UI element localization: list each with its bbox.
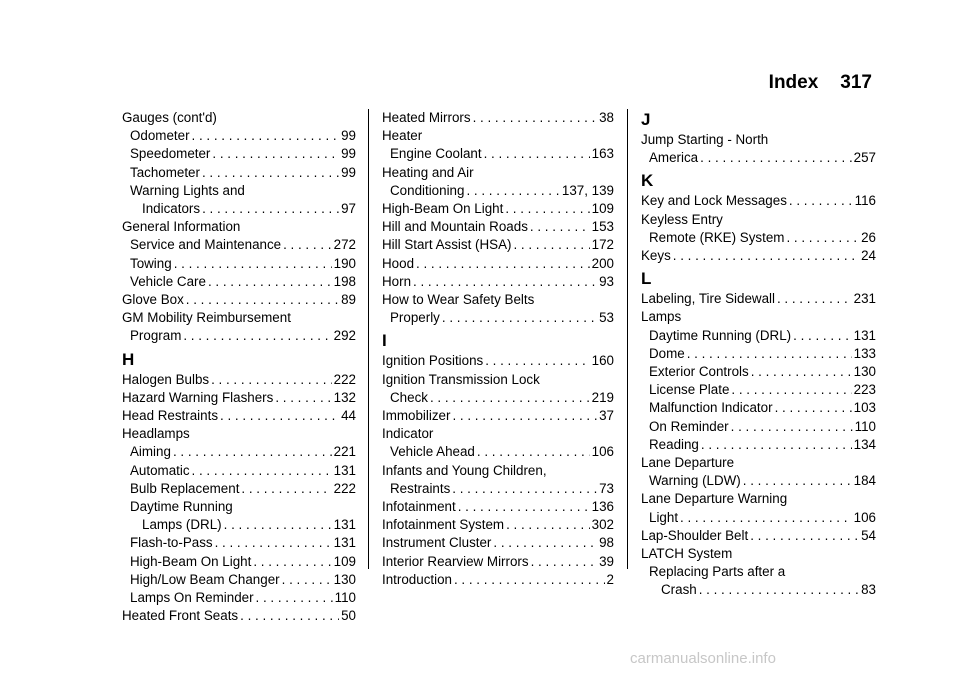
index-entry-label: Bulb Replacement [130,480,240,496]
index-entry-page: 302 [591,517,614,533]
index-entry-label: High-Beam On Light [130,553,252,569]
index-entry-page: 54 [861,527,876,543]
index-entry [382,145,614,163]
dot-leader [700,149,852,167]
dot-leader [275,389,331,407]
index-entry-label: Vehicle Care [130,273,206,289]
index-entry-label: Halogen Bulbs [122,371,210,387]
index-entry-page: 131 [333,535,356,551]
dot-leader [531,553,598,571]
index-heading: Heater [382,128,423,144]
index-entry-label: Properly [390,310,440,326]
dot-leader [186,291,339,309]
index-entry [122,291,356,309]
index-entry-page: 38 [599,110,614,125]
index-entry-page: 231 [853,291,876,307]
index-entry [641,418,876,436]
index-entry [641,345,876,363]
index-entry [382,571,614,589]
index-entry [122,462,356,480]
index-entry-page: 292 [333,328,356,344]
index-entry [122,571,356,589]
watermark: carmanualsonline.info [630,650,776,667]
index-entry [382,109,614,127]
index-entry-label: Warning (LDW) [649,473,741,489]
index-entry-label: Lamps On Reminder [130,590,254,606]
index-entry-label: Crash [661,582,697,598]
index-entry-page: 160 [591,353,614,369]
index-entry [382,200,614,218]
index-entry-label: Heated Mirrors [382,110,471,125]
dot-leader [731,381,851,399]
index-entry [382,407,614,425]
dot-leader [283,236,332,254]
index-heading: Indicator [382,426,434,442]
dot-leader [183,327,331,345]
dot-leader [241,480,331,498]
index-column-2 [382,109,614,589]
index-entry-label: Program [130,328,182,344]
index-entry [641,472,876,490]
index-entry-page: 39 [599,553,614,569]
index-entry [122,589,356,607]
dot-leader [416,255,590,273]
index-entry-label: Restraints [390,480,451,496]
index-heading: Lane Departure [641,455,735,471]
dot-leader [458,498,590,516]
index-entry-page: 37 [599,408,614,424]
index-entry [641,581,876,599]
dot-leader [477,443,590,461]
index-entry-page: 222 [333,371,356,387]
index-entry [382,309,614,327]
index-entry-page: 130 [853,364,876,380]
index-entry-page: 131 [333,462,356,478]
index-entry [382,480,614,498]
dot-leader [215,534,332,552]
index-entry-label: Flash-to-Pass [130,535,213,551]
column-divider [368,109,369,569]
index-heading: Daytime Running [130,499,233,515]
index-entry-label: Daytime Running (DRL) [649,327,792,343]
index-entry [122,273,356,291]
index-entry [641,192,876,210]
index-entry [641,149,876,167]
index-entry-page: 133 [853,345,876,361]
index-entry-label: Conditioning [390,182,465,198]
index-entry-page: 106 [591,444,614,460]
index-heading: Infants and Young Children, [382,462,547,478]
index-entry [122,553,356,571]
index-entry-label: High-Beam On Light [382,201,504,217]
index-entry [382,389,614,407]
index-heading: Gauges (cont'd) [122,110,217,125]
dot-leader [775,399,852,417]
dot-leader [793,327,852,345]
index-heading: Jump Starting - North [641,132,769,147]
index-entry-label: Immobilizer [382,408,451,424]
dot-leader [751,363,852,381]
dot-leader [506,516,590,534]
index-entry-label: Head Restraints [122,408,219,424]
index-entry [382,236,614,254]
index-heading: LATCH System [641,546,733,562]
index-entry-page: 221 [333,444,356,460]
index-entry-label: Exterior Controls [649,364,749,380]
dot-leader [505,200,589,218]
index-entry-label: Interior Rearview Mirrors [382,553,529,569]
index-entry-label: Hazard Warning Flashers [122,389,274,405]
page-header [769,72,872,94]
index-entry [382,534,614,552]
index-entry-page: 99 [341,146,356,162]
index-entry-page: 219 [591,389,614,405]
index-entry-page: 89 [341,292,356,308]
index-entry-page: 184 [853,473,876,489]
section-letter: J [641,110,651,129]
dot-leader [530,218,590,236]
index-entry [382,498,614,516]
index-entry-page: 97 [341,201,356,217]
index-entry [122,127,356,145]
dot-leader [192,127,340,145]
index-entry-page: 2 [606,571,614,587]
index-column-1 [122,109,356,625]
index-entry-label: America [649,150,699,166]
index-entry [641,436,876,454]
index-entry-page: 73 [599,480,614,496]
index-entry [641,290,876,308]
index-entry-page: 222 [333,480,356,496]
index-heading: Keyless Entry [641,211,723,227]
index-entry-page: 131 [853,327,876,343]
index-entry-label: Odometer [130,128,190,144]
index-entry-page: 172 [591,237,614,253]
index-entry [382,443,614,461]
index-entry [122,480,356,498]
index-entry-page: 116 [854,193,876,209]
index-entry [122,534,356,552]
index-entry-label: Infotainment System [382,517,505,533]
index-entry [641,327,876,345]
dot-leader [192,462,332,480]
index-entry-page: 83 [861,582,876,598]
index-entry-page: 272 [333,237,356,253]
index-entry [382,182,614,200]
dot-leader [789,192,853,210]
index-entry [122,164,356,182]
dot-leader [699,581,859,599]
dot-leader [282,571,332,589]
index-entry-page: 109 [333,553,356,569]
index-entry-label: Engine Coolant [390,146,482,162]
index-entry-page: 98 [599,535,614,551]
index-heading: Warning Lights and [130,182,245,198]
index-entry-page: 136 [591,499,614,515]
dot-leader [786,229,859,247]
dot-leader [680,509,852,527]
dot-leader [256,589,333,607]
section-letter: L [641,269,652,289]
index-entry [641,509,876,527]
dot-leader [701,436,852,454]
index-entry-label: Automatic [130,462,190,478]
dot-leader [211,371,332,389]
index-entry-label: Tachometer [130,164,200,180]
index-entry-page: 24 [861,248,876,264]
index-entry-page: 53 [599,310,614,326]
index-entry-label: Introduction [382,571,452,587]
index-entry-page: 109 [591,201,614,217]
dot-leader [442,309,597,327]
dot-leader [484,145,590,163]
dot-leader [687,345,852,363]
index-entry-label: Horn [382,273,412,289]
index-entry-label: Glove Box [122,292,184,308]
index-entry-page: 198 [333,273,356,289]
index-entry [641,363,876,381]
index-entry-label: Light [649,509,679,525]
index-entry [382,553,614,571]
index-entry-label: Lamps (DRL) [142,517,222,533]
index-entry-label: Keys [641,248,671,264]
dot-leader [202,164,339,182]
index-entry-label: Hood [382,255,415,271]
index-entry [122,407,356,425]
index-entry-label: Vehicle Ahead [390,444,475,460]
index-column-3 [641,109,876,600]
index-entry [122,371,356,389]
index-entry [122,443,356,461]
index-entry-label: High/Low Beam Changer [130,571,280,587]
dot-leader [174,255,332,273]
dot-leader [240,607,339,625]
dot-leader [452,480,597,498]
dot-leader [673,247,859,265]
dot-leader [485,352,589,370]
dot-leader [220,407,339,425]
index-heading: Ignition Transmission Lock [382,371,540,387]
dot-leader [208,273,332,291]
index-entry [122,389,356,407]
index-heading: Headlamps [122,426,190,442]
index-entry [382,352,614,370]
index-entry-page: 50 [341,608,356,624]
index-entry-label: Key and Lock Messages [641,193,787,209]
index-entry-label: Aiming [130,444,171,460]
index-entry-page: 106 [853,509,876,525]
section-letter: H [122,349,135,369]
dot-leader [750,527,859,545]
page-header-title: Index [768,72,819,93]
index-entry-page: 131 [333,517,356,533]
index-entry [382,218,614,236]
index-entry-label: Ignition Positions [382,353,484,369]
index-entry [122,236,356,254]
index-entry [382,255,614,273]
dot-leader [452,407,597,425]
index-entry [382,516,614,534]
index-heading: General Information [122,219,241,235]
index-entry-label: Instrument Cluster [382,535,492,551]
index-entry-label: Labeling, Tire Sidewall [641,291,775,307]
index-entry [641,247,876,265]
index-entry-label: Indicators [142,201,201,217]
index-entry [382,273,614,291]
index-entry-page: 103 [853,400,876,416]
index-entry [122,516,356,534]
index-entry-label: Remote (RKE) System [649,229,785,245]
index-entry-label: Towing [130,255,172,271]
dot-leader [493,534,597,552]
index-entry-label: Heated Front Seats [122,608,239,624]
page-number: 317 [840,72,872,93]
index-heading: GM Mobility Reimbursement [122,310,291,326]
index-entry-page: 44 [341,408,356,424]
index-entry-page: 132 [333,389,356,405]
index-heading: Replacing Parts after a [649,564,786,580]
index-entry [122,607,356,625]
index-heading: Lamps [641,309,682,325]
index-entry-label: Hill Start Assist (HSA) [382,237,512,253]
index-entry-label: Infotainment [382,499,456,515]
index-entry-label: Speedometer [130,146,211,162]
dot-leader [212,145,339,163]
index-entry-label: Lap-Shoulder Belt [641,527,749,543]
section-letter: I [382,331,387,351]
dot-leader [777,290,852,308]
index-heading: Heating and Air [382,164,474,180]
dot-leader [454,571,605,589]
section-letter: K [641,171,654,191]
index-entry-label: On Reminder [649,418,729,434]
index-entry-page: 110 [334,590,356,606]
dot-leader [413,273,597,291]
index-entry-page: 200 [591,255,614,271]
index-entry-label: Hill and Mountain Roads [382,219,528,235]
dot-leader [202,200,339,218]
index-entry [122,200,356,218]
index-entry [641,229,876,247]
index-entry-page: 257 [853,150,876,166]
dot-leader [513,236,589,254]
index-entry-label: Reading [649,436,699,452]
index-entry-label: Malfunction Indicator [649,400,773,416]
index-entry-page: 223 [853,382,876,398]
index-entry-page: 99 [341,128,356,144]
index-entry-page: 190 [333,255,356,271]
dot-leader [473,109,598,127]
index-entry [641,381,876,399]
index-heading: How to Wear Safety Belts [382,292,535,308]
index-entry-page: 134 [853,436,876,452]
column-divider [627,109,628,569]
index-entry-label: Service and Maintenance [130,237,282,253]
index-entry-page: 130 [333,571,356,587]
dot-leader [253,553,331,571]
index-entry-page: 26 [861,229,876,245]
index-entry-page: 110 [854,418,876,434]
dot-leader [173,443,332,461]
index-entry-page: 137, 139 [561,182,614,198]
dot-leader [224,516,332,534]
index-entry-page: 93 [599,273,614,289]
index-entry-label: License Plate [649,382,730,398]
dot-leader [466,182,559,200]
index-entry-page: 153 [591,219,614,235]
dot-leader [731,418,853,436]
index-entry [122,327,356,345]
index-entry-label: Check [390,389,428,405]
index-entry [122,255,356,273]
dot-leader [743,472,852,490]
index-entry-label: Dome [649,345,685,361]
index-entry-page: 163 [591,146,614,162]
index-entry [122,145,356,163]
index-heading: Lane Departure Warning [641,491,788,507]
index-entry [641,399,876,417]
index-entry [641,527,876,545]
dot-leader [430,389,590,407]
index-entry-page: 99 [341,164,356,180]
